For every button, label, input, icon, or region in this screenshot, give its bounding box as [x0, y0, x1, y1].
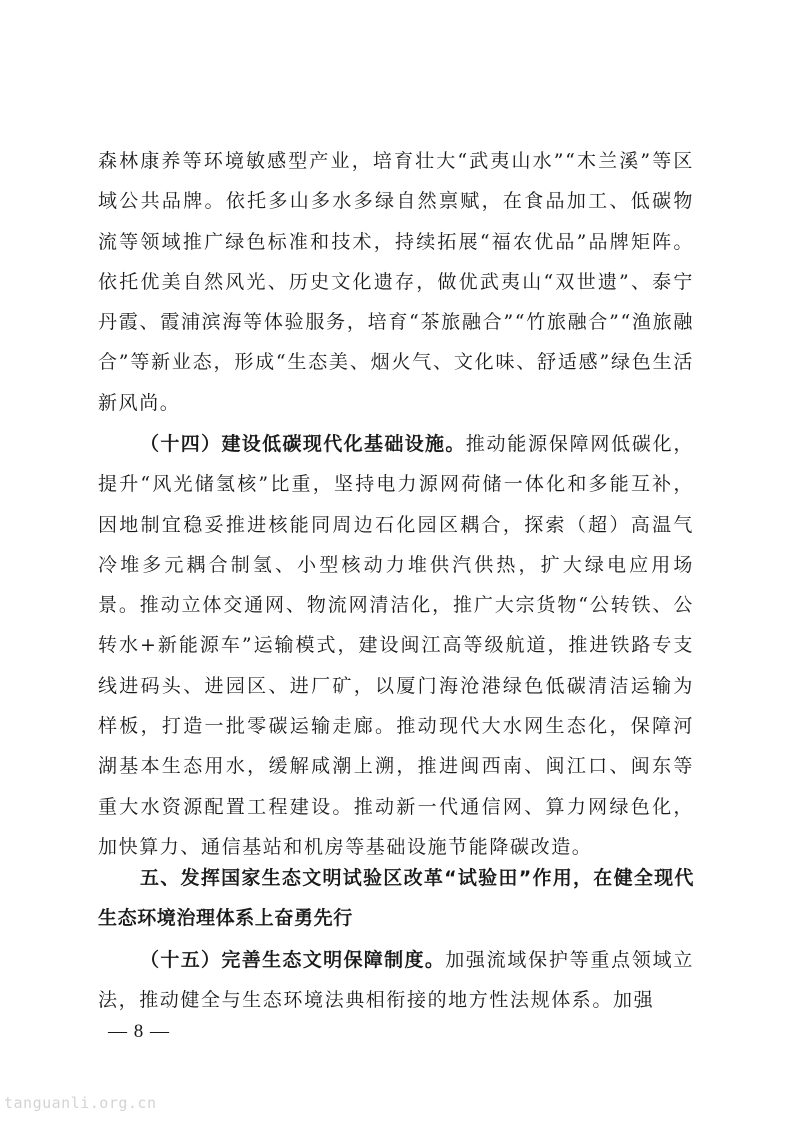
paragraph-ecotourism [98, 141, 694, 423]
paragraph-safeguard-system [98, 940, 694, 1021]
paragraph-lead-heading: （十四）建设低碳现代化基础设施。 [140, 433, 466, 455]
watermark: tanguanli.org.cn [4, 1094, 157, 1112]
paragraph-low-carbon-infrastructure [98, 424, 694, 867]
section-heading-block [98, 858, 694, 939]
section-heading: 五、发挥国家生态文明试验区改革“试验田”作用，在健全现代生态环境治理体系上奋勇先行 [98, 867, 694, 930]
paragraph-text: 加强流域保护等重点领域立法，推动健全与生态环境法典相衔接的地方性法规体系。加强 [98, 949, 694, 1012]
paragraph-text: 森林康养等环境敏感型产业，培育壮大“武夷山水”“木兰溪”等区域公共品牌。依托多山多水多绿自然禀赋，在食品加工、低碳物流等领域推广绿色标准和技术，持续拓展“福农优品”品牌矩阵。依托优美自然风光、历史文化遗存，做优武夷山“双世遗”、泰宁丹霞、霞浦滨海等体验服务，培育“茶旅融合”“竹旅融合”“渔旅融合”等新业态，形成“生态美、烟火气、文化味、舒适感”绿色生活新风尚。 [98, 150, 694, 414]
page-number: — 8 — [108, 1021, 170, 1042]
paragraph-text: 推动能源保障网低碳化，提升“风光储氢核”比重，坚持电力源网荷储一体化和多能互补，因地制宜稳妥推进核能同周边石化园区耦合，探索（超）高温气冷堆多元耦合制氢、小型核动力堆供汽供热，扩大绿电应用场景。推动立体交通网、物流网清洁化，推广大宗货物“公转铁、公转水+新能源车”运输模式，建设闽江高等级航道，推进铁路专支线进码头、进园区、进厂矿，以厦门海沧港绿色低碳清洁运输为样板，打造一批零碳运输走廊。推动现代大水网生态化，保障河湖基本生态用水，缓解咸潮上溯，推进闽西南、闽江口、闽东等重大水资源配置工程建设。推动新一代通信网、算力网绿色化，加快算力、通信基站和机房等基础设施节能降碳改造。 [98, 433, 694, 858]
paragraph-lead-heading: （十五）完善生态文明保障制度。 [140, 949, 446, 971]
